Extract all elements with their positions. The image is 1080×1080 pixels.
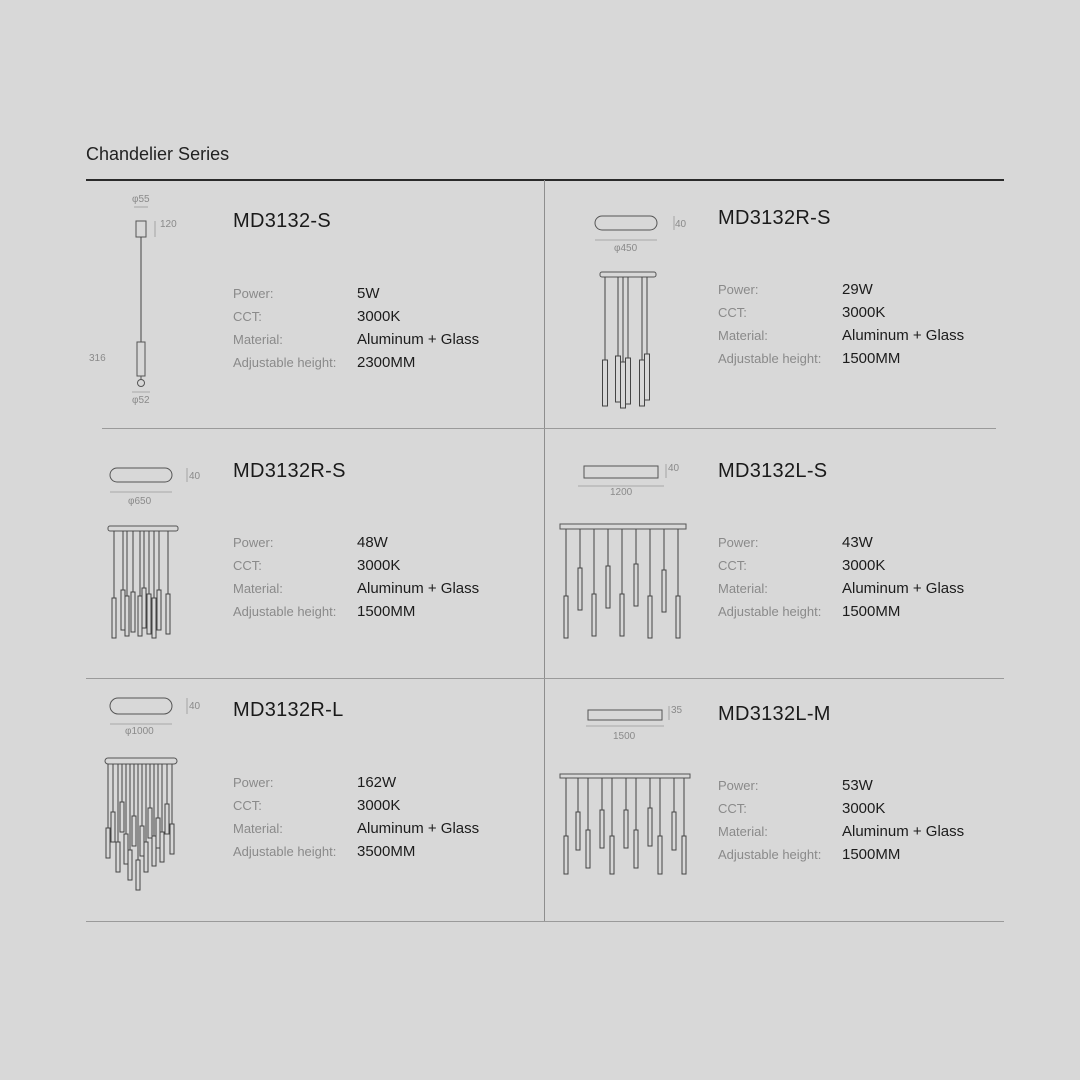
product-model: MD3132R-L <box>233 699 344 721</box>
material-value: Aluminum + Glass <box>357 331 480 348</box>
spec-row-cct <box>233 794 533 817</box>
material-label: Material: <box>233 581 283 596</box>
spec-table <box>718 278 1018 370</box>
spec-row-power <box>233 531 533 554</box>
spec-row-cct <box>718 797 1018 820</box>
spec-row-power <box>718 774 1018 797</box>
dim-dia: φ450 <box>614 243 638 254</box>
spec-row-material <box>233 328 533 351</box>
top-divider <box>86 179 1004 181</box>
product-model: MD3132L-M <box>718 703 831 725</box>
material-label: Material: <box>233 332 283 347</box>
row-divider <box>86 678 1004 679</box>
spec-table <box>718 531 1018 623</box>
spec-row-power <box>718 278 1018 301</box>
cct-label: CCT: <box>718 558 747 573</box>
spec-row-material <box>718 820 1018 843</box>
material-value: Aluminum + Glass <box>842 580 965 597</box>
spec-row-cct <box>718 554 1018 577</box>
height-label: Adjustable height: <box>233 844 337 859</box>
chandelier-round-drawing <box>104 462 214 647</box>
page-title: Chandelier Series <box>86 144 230 164</box>
power-value: 53W <box>842 777 873 794</box>
dim-h: 40 <box>189 701 201 712</box>
power-label: Power: <box>718 535 759 550</box>
material-label: Material: <box>718 328 768 343</box>
chandelier-large-drawing <box>100 692 215 907</box>
spec-row-cct <box>233 554 533 577</box>
dim-dia: φ650 <box>128 496 152 507</box>
spec-row-height <box>718 347 1018 370</box>
spec-row-cct <box>718 301 1018 324</box>
dim-h: 35 <box>671 705 683 716</box>
height-label: Adjustable height: <box>718 604 822 619</box>
chandelier-round-drawing <box>590 210 700 415</box>
material-label: Material: <box>233 821 283 836</box>
cct-label: CCT: <box>718 305 747 320</box>
material-label: Material: <box>718 824 768 839</box>
material-value: Aluminum + Glass <box>357 820 480 837</box>
power-label: Power: <box>233 535 274 550</box>
spec-row-height <box>233 600 533 623</box>
height-value: 1500MM <box>842 603 901 620</box>
product-model: MD3132L-S <box>718 460 828 482</box>
dim-drop: 316 <box>89 353 106 364</box>
height-label: Adjustable height: <box>718 351 822 366</box>
cct-value: 3000K <box>357 557 401 574</box>
cct-value: 3000K <box>357 797 401 814</box>
spec-row-material <box>718 324 1018 347</box>
power-value: 48W <box>357 534 388 551</box>
spec-row-power <box>233 771 533 794</box>
spec-table <box>233 282 533 374</box>
cct-label: CCT: <box>233 798 262 813</box>
power-label: Power: <box>233 775 274 790</box>
spec-row-cct <box>233 305 533 328</box>
cct-label: CCT: <box>233 558 262 573</box>
power-value: 5W <box>357 285 380 302</box>
spec-table <box>233 531 533 623</box>
row-divider <box>102 428 996 429</box>
spec-row-material <box>233 577 533 600</box>
dim-dia: φ1000 <box>125 726 154 737</box>
material-value: Aluminum + Glass <box>357 580 480 597</box>
power-label: Power: <box>718 282 759 297</box>
cct-value: 3000K <box>842 304 886 321</box>
cct-label: CCT: <box>233 309 262 324</box>
dim-h: 40 <box>189 471 201 482</box>
height-label: Adjustable height: <box>718 847 822 862</box>
height-value: 3500MM <box>357 843 416 860</box>
power-value: 162W <box>357 774 397 791</box>
power-label: Power: <box>718 778 759 793</box>
spec-row-material <box>233 817 533 840</box>
height-label: Adjustable height: <box>233 604 337 619</box>
spec-row-power <box>233 282 533 305</box>
dim-shade-dia: φ52 <box>132 395 150 406</box>
product-model: MD3132R-S <box>718 207 831 229</box>
product-model: MD3132-S <box>233 210 331 232</box>
spec-row-height <box>718 600 1018 623</box>
power-value: 43W <box>842 534 873 551</box>
dim-canopy-h: 120 <box>160 219 177 230</box>
dim-len: 1200 <box>610 487 633 498</box>
power-value: 29W <box>842 281 873 298</box>
dim-canopy-dia: φ55 <box>132 194 150 205</box>
power-label: Power: <box>233 286 274 301</box>
cct-value: 3000K <box>842 800 886 817</box>
column-divider <box>544 180 545 921</box>
spec-row-height <box>233 840 533 863</box>
cct-value: 3000K <box>357 308 401 325</box>
product-model: MD3132R-S <box>233 460 346 482</box>
dim-h: 40 <box>668 463 680 474</box>
dim-len: 1500 <box>613 731 636 742</box>
spec-table <box>233 771 533 863</box>
spec-table <box>718 774 1018 866</box>
spec-row-height <box>233 351 533 374</box>
cct-value: 3000K <box>842 557 886 574</box>
height-label: Adjustable height: <box>233 355 337 370</box>
height-value: 1500MM <box>357 603 416 620</box>
height-value: 1500MM <box>842 350 901 367</box>
material-value: Aluminum + Glass <box>842 823 965 840</box>
material-value: Aluminum + Glass <box>842 327 965 344</box>
height-value: 2300MM <box>357 354 416 371</box>
height-value: 1500MM <box>842 846 901 863</box>
bottom-divider <box>86 921 1004 922</box>
chandelier-linear-drawing <box>556 700 696 885</box>
spec-row-height <box>718 843 1018 866</box>
chandelier-linear-drawing <box>556 458 691 648</box>
material-label: Material: <box>718 581 768 596</box>
dim-h: 40 <box>675 219 687 230</box>
spec-row-power <box>718 531 1018 554</box>
pendant-drawing <box>86 190 196 415</box>
cct-label: CCT: <box>718 801 747 816</box>
spec-row-material <box>718 577 1018 600</box>
